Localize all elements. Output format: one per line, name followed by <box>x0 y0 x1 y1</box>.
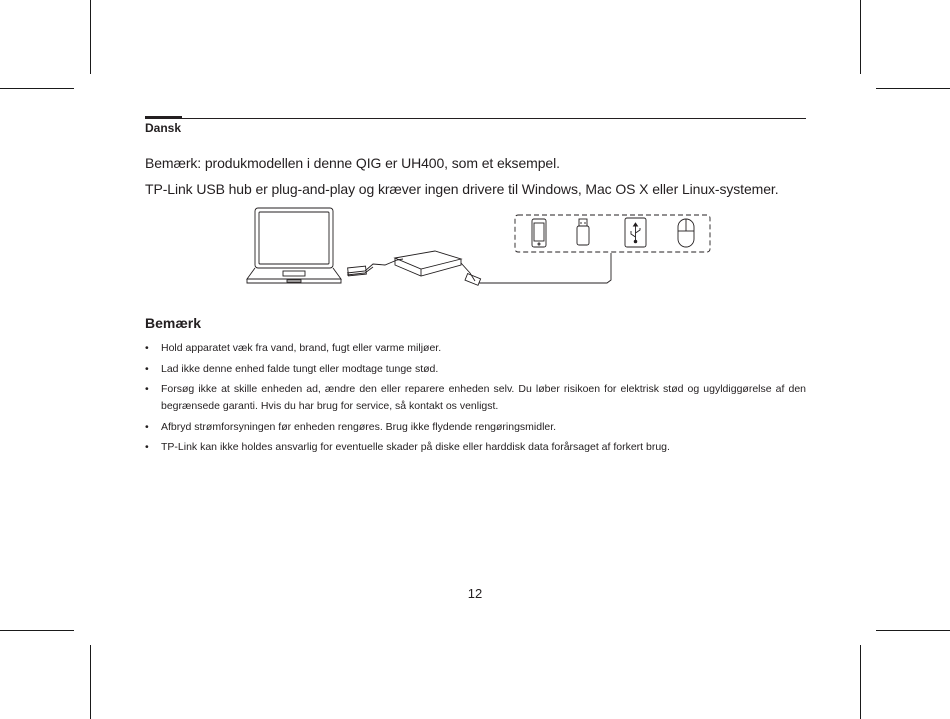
list-item-text: Afbryd strømforsyningen før enheden rengøres. Brug ikke flydende rengøringsmidler. <box>161 420 557 433</box>
list-item <box>145 340 806 357</box>
bullet-icon: • <box>145 420 149 433</box>
usb-hub-icon <box>347 251 611 285</box>
list-item-text: TP-Link kan ikke holdes ansvarlig for eventuelle skader på diske eller harddisk data forårsaget af forkert brug. <box>161 441 670 453</box>
header-rule-accent <box>145 116 182 119</box>
list-item-text: Forsøg ikke at skille enheden ad, ændre den eller reparere enheden selv. Du løber risikoen for elektrisk stød og ugyldiggørelse af den begrænsede garanti. Hvis du har brug for service, så kontakt os venligst. <box>161 383 806 412</box>
intro-description: TP-Link USB hub er plug-and-play og kræver ingen drivere til Windows, Mac OS X eller Linux-systemer. <box>145 181 779 197</box>
connection-diagram <box>235 203 715 298</box>
crop-mark <box>0 630 74 631</box>
page-number: 12 <box>467 586 483 601</box>
list-item-text: Hold apparatet væk fra vand, brand, fugt eller varme miljøer. <box>161 342 442 354</box>
list-item-text: Lad ikke denne enhed falde tungt eller modtage tunge stød. <box>161 362 439 375</box>
notice-title: Bemærk <box>145 315 202 331</box>
intro-note: Bemærk: produkmodellen i denne QIG er UH400, som et eksempel. <box>145 155 560 171</box>
laptop-icon <box>247 208 341 283</box>
bullet-icon: • <box>145 441 149 453</box>
bullet-icon: • <box>145 342 149 354</box>
notice-list <box>145 340 806 460</box>
crop-mark <box>860 645 861 719</box>
list-item <box>145 381 806 415</box>
bullet-icon: • <box>145 383 149 395</box>
crop-mark <box>90 645 91 719</box>
header-rule <box>145 118 806 119</box>
crop-mark <box>876 630 950 631</box>
list-item <box>145 361 806 378</box>
phone-icon <box>532 219 546 247</box>
mouse-icon <box>678 219 694 247</box>
crop-mark <box>860 0 861 74</box>
section-title: Dansk <box>145 121 182 135</box>
crop-mark <box>0 88 74 89</box>
crop-mark <box>876 88 950 89</box>
bullet-icon: • <box>145 362 149 375</box>
usb-flash-drive-icon <box>577 219 589 245</box>
usb-device-icon <box>625 218 646 247</box>
list-item <box>145 439 806 456</box>
crop-mark <box>90 0 91 74</box>
list-item <box>145 419 806 436</box>
